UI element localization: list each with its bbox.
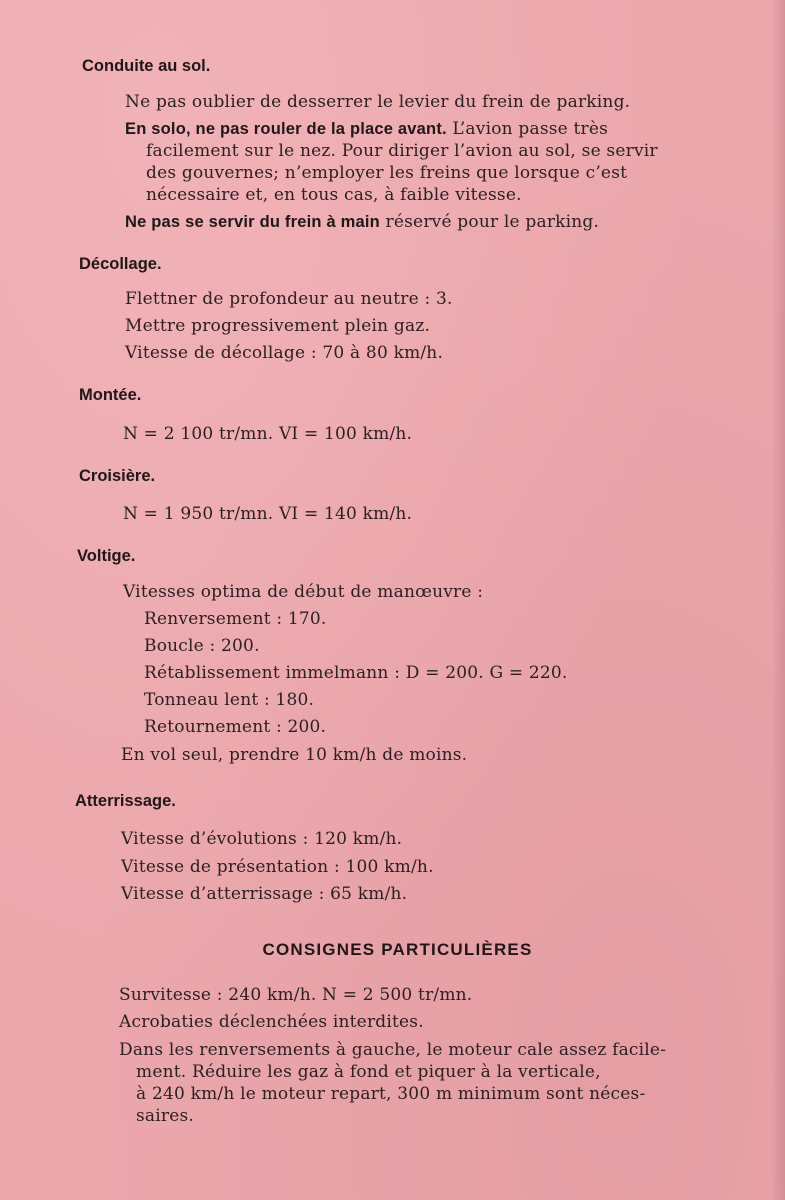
list-item: Tonneau lent : 180. [144,690,315,710]
text-line: facilement sur le nez. Pour diriger l’avion au sol, se servir [146,141,658,161]
text-line: Mettre progressivement plein gaz. [125,316,431,336]
text-line: Ne pas oublier de desserrer le levier du frein de parking. [125,92,631,112]
text-line: Acrobaties déclenchées interdites. [119,1012,424,1032]
heading-montee: Montée. [79,386,142,404]
text-line: Vitesse de présentation : 100 km/h. [121,857,434,877]
text-span: réservé pour le parking. [379,212,600,232]
text-line [125,119,608,139]
section-title-consignes: CONSIGNES PARTICULIÈRES [262,940,533,959]
text-line: Survitesse : 240 km/h. N = 2 500 tr/mn. [119,985,473,1005]
text-line: Vitesse d’atterrissage : 65 km/h. [121,884,408,904]
heading-voltige: Voltige. [77,547,136,565]
text-line: nécessaire et, en tous cas, à faible vitesse. [146,185,522,205]
text-line: à 240 km/h le moteur repart, 300 m minimum sont néces- [136,1084,646,1104]
text-line: Flettner de profondeur au neutre : 3. [125,289,453,309]
bold-instruction: Ne pas se servir du frein à main [125,213,380,231]
heading-croisiere: Croisière. [79,467,156,485]
bold-instruction: En solo, ne pas rouler de la place avant. [125,120,447,138]
text-span: L’avion passe très [446,119,609,139]
text-line: N = 2 100 tr/mn. VI = 100 km/h. [123,424,413,444]
text-line: saires. [136,1106,195,1126]
text-line: Vitesses optima de début de manœuvre : [123,582,484,602]
text-line: ment. Réduire les gaz à fond et piquer à la verticale, [136,1062,601,1082]
text-line: En vol seul, prendre 10 km/h de moins. [121,745,468,765]
heading-decollage: Décollage. [79,255,162,273]
text-line: Vitesse de décollage : 70 à 80 km/h. [125,343,444,363]
text-line [125,212,599,232]
heading-conduite-au-sol: Conduite au sol. [82,57,211,75]
heading-atterrissage: Atterrissage. [75,792,176,810]
text-line: N = 1 950 tr/mn. VI = 140 km/h. [123,504,413,524]
text-line: Vitesse d’évolutions : 120 km/h. [121,829,403,849]
list-item: Retournement : 200. [144,717,327,737]
list-item: Boucle : 200. [144,636,260,656]
text-line: des gouvernes; n’employer les freins que lorsque c’est [146,163,628,183]
list-item: Renversement : 170. [144,609,327,629]
text-line: Dans les renversements à gauche, le moteur cale assez facile- [119,1040,667,1060]
list-item: Rétablissement immelmann : D = 200. G = 220. [144,663,568,683]
